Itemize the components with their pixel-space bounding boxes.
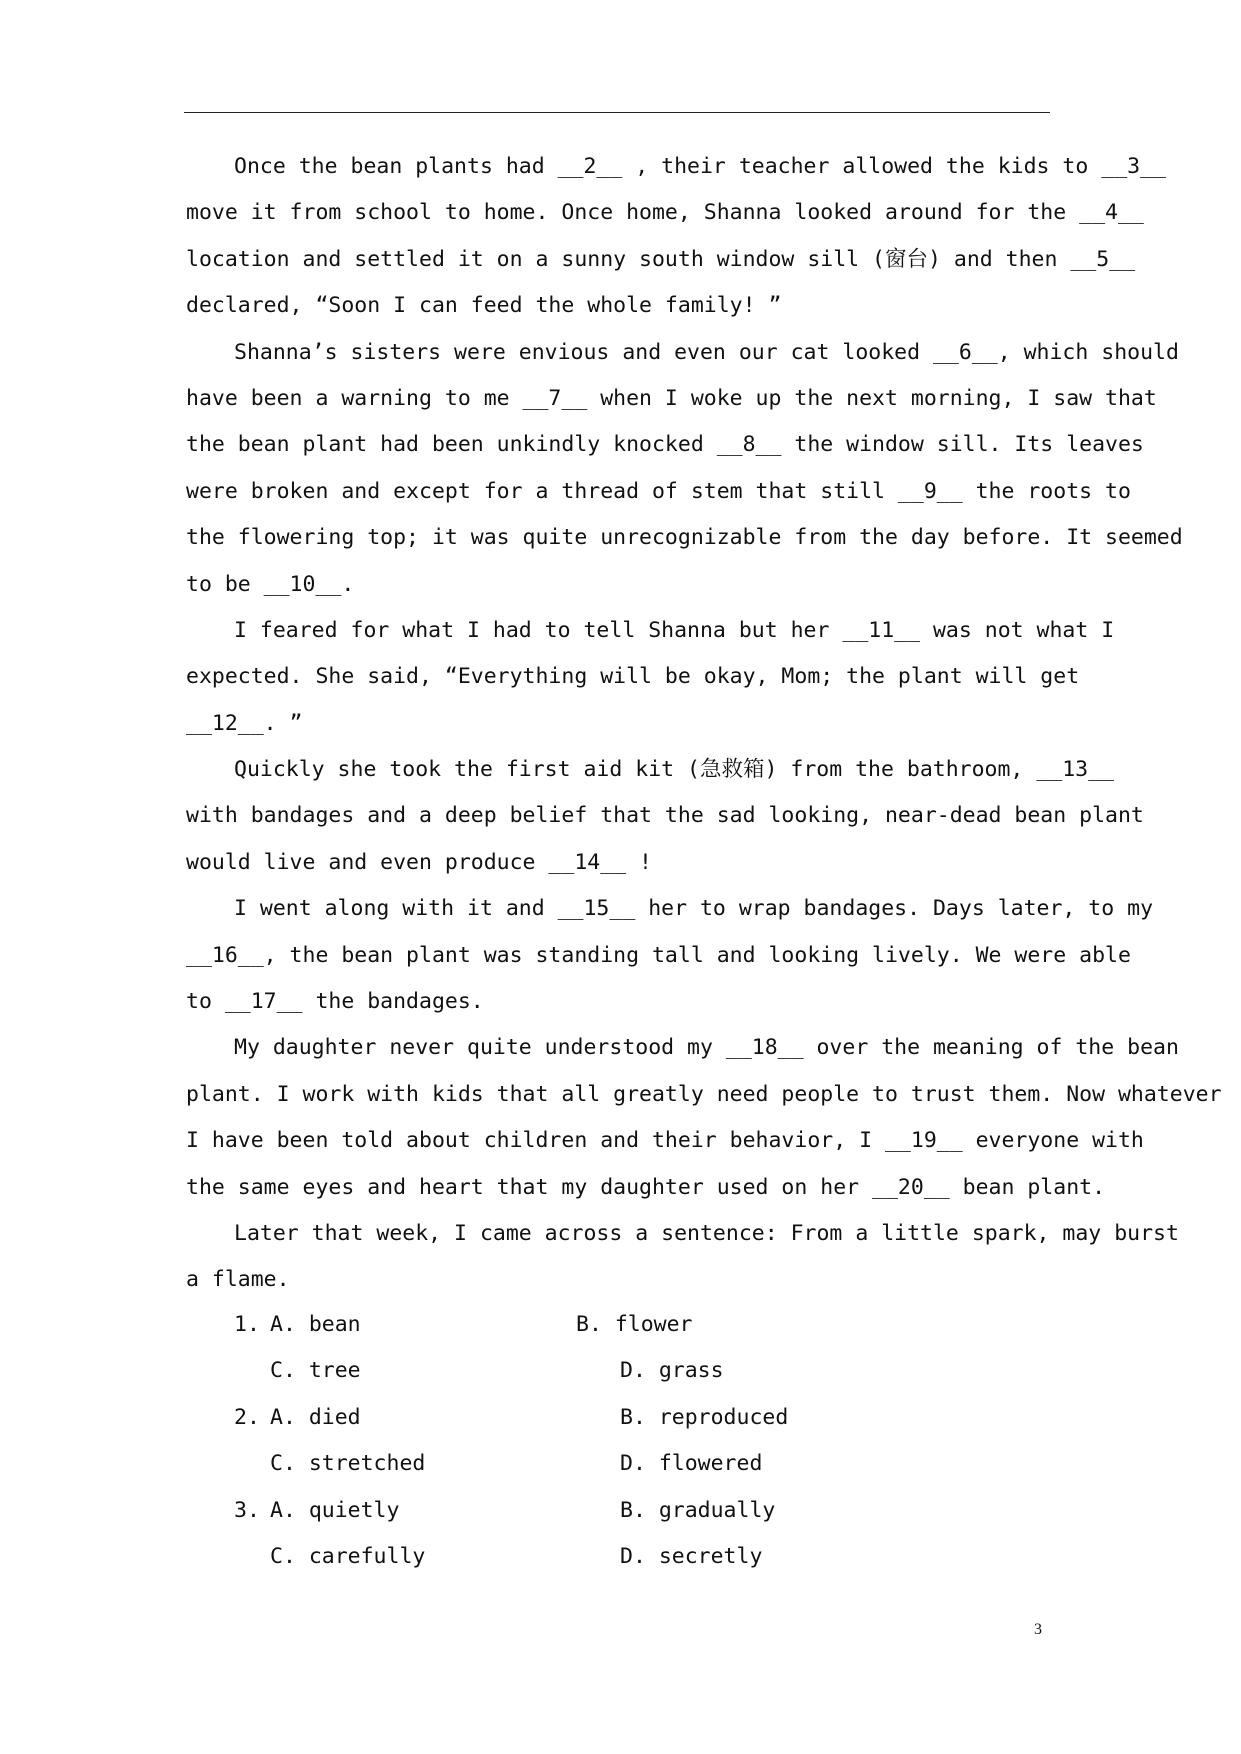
passage-line: have been a warning to me __7__ when I woke up the next morning, I saw that [186,385,1157,411]
passage-line: with bandages and a deep belief that the sad looking, near-dead bean plant [186,803,1144,829]
question-row [234,1302,693,1348]
option-d: D. flowered [620,1451,763,1477]
passage-line: a flame. [186,1267,290,1293]
option-a: A. died [270,1404,361,1430]
passage-line: declared, “Soon I can feed the whole family! ” [186,293,782,319]
option-a: A. bean [270,1312,361,1337]
option-d: D. secretly [620,1543,763,1569]
passage-line: I have been told about children and their behavior, I __19__ everyone with [186,1128,1144,1154]
passage-line: Once the bean plants had __2__ , their teacher allowed the kids to __3__ [234,154,1166,179]
option-b: B. flower [576,1312,693,1337]
passage-line: Shanna’s sisters were envious and even our cat looked __6__, which should [234,339,1179,365]
question-row [234,1534,763,1580]
passage-line: to be __10__. [186,571,355,597]
passage-line: the same eyes and heart that my daughter used on her __20__ bean plant. [186,1174,1106,1200]
answer-options [234,1302,789,1580]
passage-line: the bean plant had been unkindly knocked __8__ the window sill. Its leaves [186,432,1144,458]
option-c: C. carefully [270,1543,426,1569]
option-b: B. gradually [620,1497,776,1523]
option-d: D. grass [620,1358,724,1384]
passage-line: Later that week, I came across a sentence: From a little spark, may burst [234,1220,1179,1246]
question-number: 2. [234,1404,260,1430]
passage-line: Quickly she took the first aid kit (急救箱) from the bathroom, __13__ [234,757,1114,783]
passage-line: I feared for what I had to tell Shanna but her __11__ was not what I [234,617,1115,643]
passage-line: to __17__ the bandages. [186,989,484,1015]
question-number: 3. [234,1497,260,1523]
passage-line: My daughter never quite understood my __18__ over the meaning of the bean [234,1035,1179,1061]
passage-line: __16__, the bean plant was standing tall and looking lively. We were able [186,942,1131,968]
header-rule [184,112,1050,113]
passage-line: move it from school to home. Once home, Shanna looked around for the __4__ [186,200,1144,226]
passage-line: I went along with it and __15__ her to wrap bandages. Days later, to my [234,896,1154,922]
question-row [234,1348,724,1394]
question-row [234,1488,776,1534]
question-row [234,1441,763,1487]
option-b: B. reproduced [620,1404,789,1430]
passage-line: would live and even produce __14__ ! [186,849,652,875]
passage-line: the flowering top; it was quite unrecognizable from the day before. It seemed [186,525,1183,551]
page-number: 3 [1034,1621,1042,1638]
passage-line: were broken and except for a thread of stem that still __9__ the roots to [186,478,1131,504]
passage [186,144,1222,1304]
option-c: C. tree [270,1358,361,1384]
option-c: C. stretched [270,1451,426,1477]
question-number: 1. [234,1312,260,1337]
question-row [234,1395,789,1441]
option-a: A. quietly [270,1497,400,1523]
passage-line: __12__. ” [186,710,303,736]
passage-line: expected. She said, “Everything will be okay, Mom; the plant will get [186,664,1080,690]
passage-line: plant. I work with kids that all greatly need people to trust them. Now whatever [186,1081,1222,1107]
passage-line: location and settled it on a sunny south window sill (窗台) and then __5__ [186,246,1136,272]
